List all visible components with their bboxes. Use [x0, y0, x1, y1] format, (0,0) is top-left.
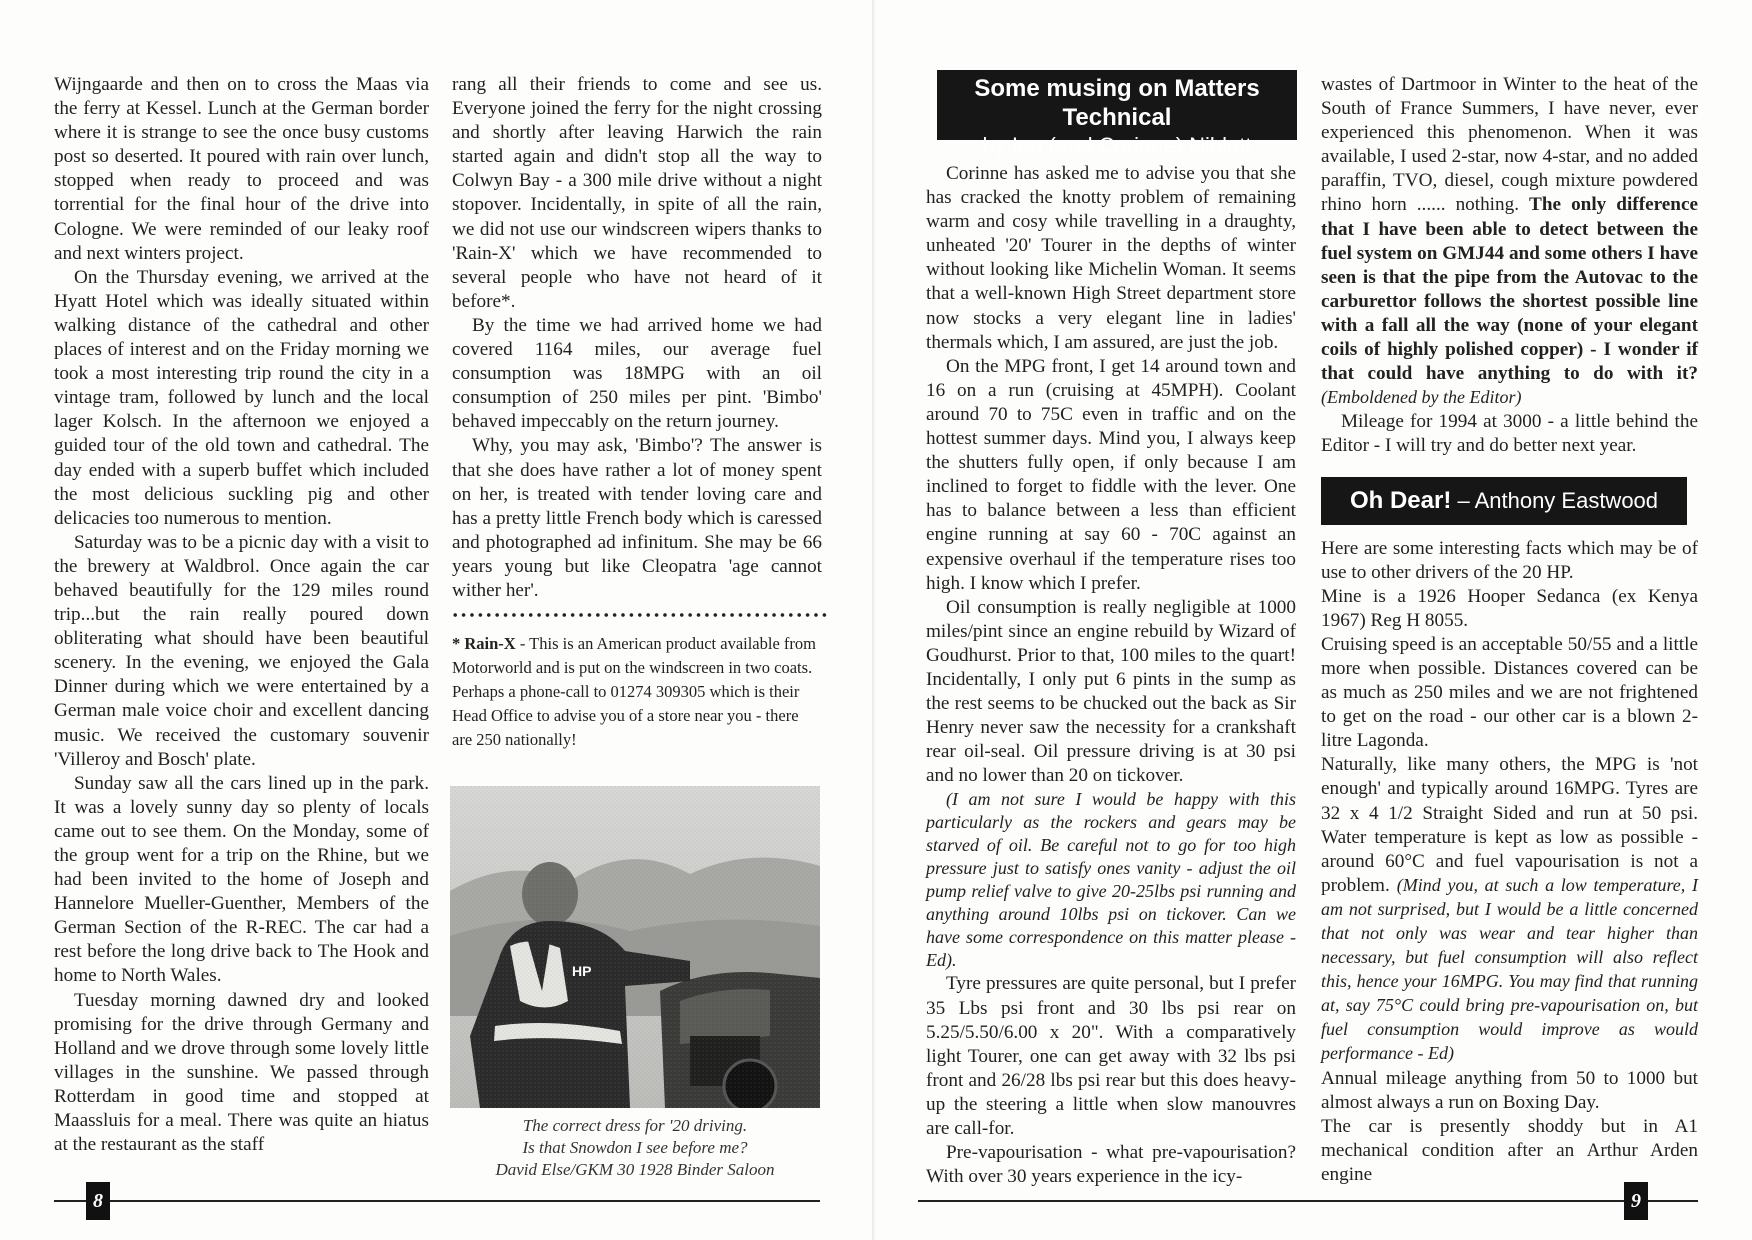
paragraph: Oil consumption is really negligible at 1000 miles/pint since an engine rebuild by Wizard of Goudhurst. Prior to that, 100 miles to the quart! Incidentally, I only put 6 pints in the sump as the rest seems to be chucked out the back as Sir Henry never saw the necessity for a crankshaft rear oil-seal. Oil pressure driving is at 30 psi and no lower than 20 on tickover.	[926, 596, 1296, 787]
left-column-2	[452, 73, 822, 603]
paragraph: By the time we had arrived home we had covered 1164 miles, our average fuel consumption was 18MPG with an oil consumption of 250 miles per pint. 'Bimbo' behaved impeccably on the return journey.	[452, 314, 822, 433]
paragraph: On the MPG front, I get 14 around town and 16 on a run (cruising at 45MPH). Coolant around 70 to 75C even in traffic and on the hottest summer days. Mind you, I always keep the shutters fully open, if only because I am inclined to forget to fiddle with the lever. One has to balance between a less than efficient engine running at say 60 - 70C against an expensive overhaul if the temperature rises too high. I know which I prefer.	[926, 355, 1296, 594]
caption-line: Is that Snowdon I see before me?	[522, 1138, 748, 1157]
page-number: 9	[1624, 1182, 1648, 1220]
rain-x-footnote	[452, 632, 816, 752]
dotted-separator	[451, 612, 829, 618]
article2-title: Oh Dear!	[1349, 486, 1452, 514]
page-number: 8	[86, 1182, 110, 1220]
article-title: Some musing on Matters Technical	[974, 75, 1260, 131]
caption-line: David Else/GKM 30 1928 Binder Saloon	[495, 1160, 775, 1179]
paragraph: Why, you may ask, 'Bimbo'? The answer is that she does have rather a lot of money spent on her, is treated with tender loving care and has a pretty little French body which is caressed and photographed ad infinitum. She may be 66 years young but like Cleopatra 'age cannot wither her'.	[452, 435, 822, 601]
right-column-2	[1321, 73, 1698, 1187]
right-page	[876, 0, 1752, 1240]
paragraph: Wijngaarde and then on to cross the Maas via the ferry at Kessel. Lunch at the German border where it is strange to see the once busy customs post so deserted. It poured with rain over lunch, stopped when ready to proceed and was torrential for the final hour of the drive into Cologne. We were reminded of our leaky roof and next winters project.	[54, 74, 429, 264]
paragraph: Naturally, like many others, the MPG is 'not enough' and typically around 16MPG. Tyres are 32 x 4 1/2 Straight Sided and run at 50 psi. Water temperature is kept as low as possible - around 60°C and fuel vapourisation is not a problem.	[1321, 754, 1698, 896]
paragraph: Corinne has asked me to advise you that she has cracked the knotty problem of remaining warm and cosy while travelling in a draughty, unheated '20' Tourer in the depths of winter without looking like Michelin Woman. It seems that a well-known High Street department store now stocks a very elegant line in ladies' thermals which, I am assured, are just the job.	[926, 163, 1296, 353]
article2-author: – Anthony Eastwood	[1451, 487, 1659, 513]
photo-caption	[450, 1115, 820, 1181]
photo-illustration	[450, 786, 820, 1108]
caption-line: The correct dress for '20 driving.	[522, 1116, 748, 1135]
paragraph: rang all their friends to come and see us. Everyone joined the ferry for the night crossing and shortly after leaving Harwich the rain started again and didn't stop all the way to Colwyn Bay - a 300 mile drive without a night stopover. Incidentally, in spite of all the rain, we did not use our windscreen wipers thanks to 'Rain-X' which we have recommended to several people who have not heard of it before*.	[452, 74, 822, 312]
article-byline: by Ian (and Corinne) Niblett	[982, 133, 1252, 158]
right-column-1	[926, 162, 1296, 1189]
footnote-term: * Rain-X	[452, 634, 516, 653]
emboldened-text: The only difference that I have been able to detect between the fuel system on GMJ44 and some others I have seen is that the pipe from the Autovac to the carburettor follows the shortest possible line with a fall all the way (none of your elegant coils of highly polished copper) - I wonder if that could have anything to do with it?	[1321, 194, 1698, 385]
paragraph: Mileage for 1994 at 3000 - a little behind the Editor - I will try and do better next year.	[1321, 411, 1698, 457]
left-column-1	[54, 73, 429, 1157]
paragraph: The car is presently shoddy but in A1 mechanical condition after an Arthur Arden engine	[1321, 1115, 1698, 1185]
paragraph: Tyre pressures are quite personal, but I prefer 35 Lbs psi front and 30 lbs psi rear on 5.25/5.50/6.00 x 20". With a comparatively light Tourer, one can get away with 32 lbs psi front and 26/28 lbs psi rear but this does heavy-up the steering a little when slow manouvres are call-for.	[926, 973, 1296, 1139]
footer-rule	[54, 1200, 820, 1202]
article-title-box	[937, 70, 1297, 158]
paragraph: On the Thursday evening, we arrived at the Hyatt Hotel which was ideally situated within walking distance of the cathedral and other places of interest and on the Friday morning we took a most interesting trip round the city in a vintage tram, followed by lunch and the local lager Kolsch. In the afternoon we enjoyed a guided tour of the old town and cathedral. The day ended with a superb buffet which included the most delicious suckling pig and other delicacies too numerous to mention.	[54, 266, 429, 529]
paragraph: wastes of Dartmoor in Winter to the heat of the South of France Summers, I have never, ever experienced this phenomenon. When it was available, I used 2-star, now 4-star, and no added paraffin, TVO, diesel, cough mixture powdered rhino horn ...... nothing.	[1321, 74, 1698, 216]
paragraph: Mine is a 1926 Hooper Sedanca (ex Kenya 1967) Reg H 8055.	[1321, 585, 1698, 631]
paragraph: Tuesday morning dawned dry and looked promising for the drive through Germany and Holland and we drove through some lovely little villages in the sunshine. We passed through Rotterdam in good time and stopped at Maassluis for a meal. There was quite an hiatus at the restaurant as the staff	[54, 989, 429, 1156]
paragraph: Annual mileage anything from 50 to 1000 but almost always a run on Boxing Day.	[1321, 1067, 1698, 1113]
editor-note: (Emboldened by the Editor)	[1321, 387, 1522, 408]
paragraph: Sunday saw all the cars lined up in the park. It was a lovely sunny day so plenty of locals came out to see them. On the Monday, some of the group went for a trip on the Rhine, but we had been invited to the home of Joseph and Hannelore Mueller-Guenther, Members of the German Section of the R-REC. The car had a rest before the long drive back to The Hook and home to North Wales.	[54, 772, 429, 987]
editor-note: (Mind you, at such a low temperature, I am not surprised, but I would be a little concerned that not only was wear and tear higher than necessary, but fuel consumption will also reflect this, hence your 16MPG. You may find that running at, say 75°C could bring pre-vapourisation on, but fuel consumption would improve as would performance - Ed)	[1321, 874, 1698, 1064]
oh-dear-title-wrap	[1321, 477, 1698, 525]
article2-title-box	[1321, 477, 1687, 525]
footnote-text: - This is an American product available from Motorworld and is put on the windscreen in two coats. Perhaps a phone-call to 01274 309305 which is their Head Office to advise you of a store near you - there are 250 nationally!	[452, 634, 816, 749]
paragraph: Pre-vapourisation - what pre-vapourisation? With over 30 years experience in the icy-	[926, 1142, 1296, 1188]
paragraph: Cruising speed is an acceptable 50/55 and a little more when possible. Distances covered can be as much as 250 miles and we are not frightened to get on the road - our other car is a blown 2-litre Lagonda.	[1321, 633, 1698, 752]
footer-rule	[918, 1200, 1698, 1202]
editor-note: (I am not sure I would be happy with this particularly as the rockers and gears may be starved of oil. Be careful not to go for too high pressure just to satisfy ones vanity - adjust the oil pump relief valve to give 20-25lbs psi running and anything around 10lbs psi on tickover. Can we have some correspondence on this matter please - Ed).	[926, 789, 1296, 971]
paragraph: Here are some interesting facts which may be of use to other drivers of the 20 HP.	[1321, 537, 1698, 583]
photo-man-by-car	[450, 786, 820, 1108]
paragraph: Saturday was to be a picnic day with a visit to the brewery at Waldbrol. Once again the car behaved beautifully for the 129 miles round trip...but the rain really poured down obliterating what should have been beautiful scenery. In the evening, we enjoyed the Gala Dinner during which we were entertained by a German male voice choir and excellent dancing music. We received the customary souvenir 'Villeroy and Bosch' plate.	[54, 531, 429, 770]
